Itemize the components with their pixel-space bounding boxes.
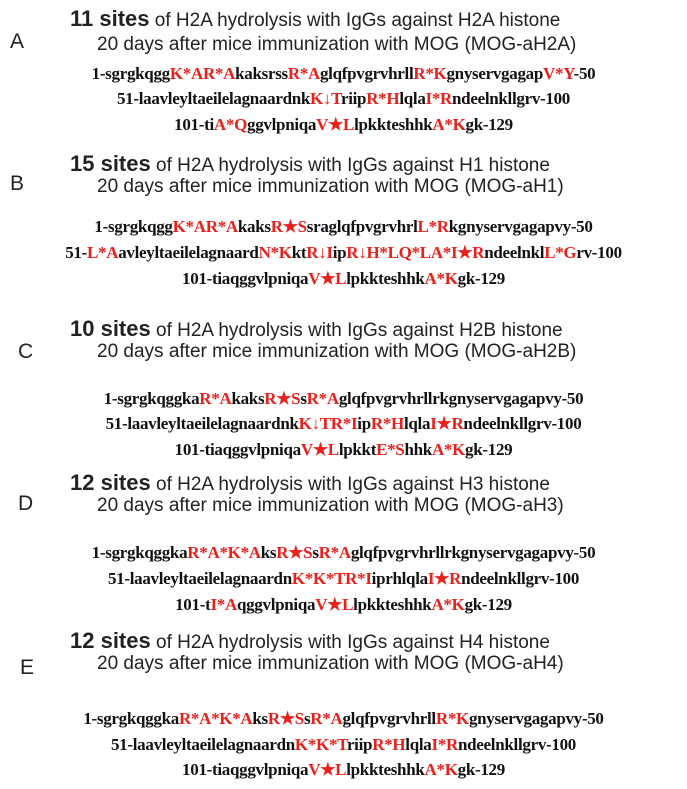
sequence-segment: ip <box>332 243 347 262</box>
cleavage-site: E*S <box>376 440 405 459</box>
sequence-segment: glqfpvgrvhrllrkgnyservgagapvy-50 <box>338 389 584 408</box>
cleavage-site: R↓I <box>306 243 333 262</box>
sequence-line <box>0 64 687 84</box>
sequence-segment: lpkkteshhk <box>346 269 425 288</box>
cleavage-site: A*K <box>424 760 458 779</box>
sequence-segment: 51-laavleyltaeilelagnaardnk <box>116 89 311 108</box>
sites-count: 15 sites <box>70 151 151 176</box>
sequence-segment: lpkkteshhk <box>346 760 425 779</box>
panel-title <box>70 151 550 177</box>
cleavage-site: V*Y <box>543 64 574 83</box>
sequence-segment: riip <box>346 735 373 754</box>
sequence-segment: gk-129 <box>457 269 505 288</box>
sequence-segment: 51- <box>65 243 87 262</box>
cleavage-site: R*A*K*A <box>187 543 261 562</box>
cleavage-site: R*H <box>366 89 400 108</box>
sequence-line <box>0 414 687 434</box>
title-text: of H2A hydrolysis with IgGs against H2B histone <box>150 320 563 341</box>
cleavage-site: I★R <box>427 569 462 588</box>
sequence-segment: lqla <box>399 89 426 108</box>
title-text: of H2A hydrolysis with IgGs against H1 histone <box>150 155 550 176</box>
cleavage-site: R*A <box>318 543 351 562</box>
sites-count: 12 sites <box>70 628 151 653</box>
sequence-segment: s <box>303 709 311 728</box>
sequence-segment: ip <box>357 414 371 433</box>
cleavage-site: A*Q <box>213 115 248 134</box>
title-text: of H2A hydrolysis with IgGs against H4 histone <box>150 632 550 653</box>
sequence-segment: kaks <box>237 217 271 236</box>
sequence-segment: 101-tiaqggvlpniqa <box>174 440 301 459</box>
cleavage-site: L*R <box>417 217 449 236</box>
cleavage-site: V★L <box>300 440 339 459</box>
sites-count: 12 sites <box>70 470 151 495</box>
cleavage-site: V★L <box>308 760 347 779</box>
sequence-line <box>0 440 687 460</box>
sequence-line <box>0 595 687 615</box>
cleavage-site: A*K <box>431 440 466 459</box>
sequence-line <box>0 760 687 780</box>
sequence-line <box>0 389 687 409</box>
panel-subtitle: 20 days after mice immunization with MOG (MOG-aH2A) <box>97 34 577 55</box>
panel-letter: E <box>20 656 35 679</box>
sites-count: 11 sites <box>70 6 150 31</box>
cleavage-site: R★S <box>270 217 307 236</box>
sequence-segment: 1-sgrgkqggka <box>91 543 188 562</box>
sequence-segment: gnyservgagapvy-50 <box>468 709 604 728</box>
cleavage-site: R*A <box>287 64 320 83</box>
sequence-segment: ggvlpniqa <box>247 115 317 134</box>
sequence-segment: iprhlqla <box>371 569 428 588</box>
sequence-segment: lpkkt <box>338 440 377 459</box>
sequence-segment: s <box>300 389 307 408</box>
panel-subtitle: 20 days after mice immunization with MOG (MOG-aH4) <box>97 653 564 674</box>
sequence-segment: 1-sgrgkqgg <box>94 217 173 236</box>
panel-letter: C <box>18 340 34 363</box>
cleavage-site: K↓T <box>310 89 341 108</box>
cleavage-site: R★S <box>267 709 304 728</box>
sequence-segment: glqfpvgrvhrll <box>342 709 436 728</box>
cleavage-site: R↓H*LQ*LA*I★R <box>346 243 485 262</box>
cleavage-site: L*G <box>544 243 577 262</box>
sequence-segment: avleyltaeilelagnaard <box>118 243 259 262</box>
sequence-segment: gk-129 <box>464 595 512 614</box>
sequence-segment: 51-laavleyltaeilelagnaardn <box>107 569 292 588</box>
sequence-segment: 1-sgrgkqggka <box>83 709 179 728</box>
sequence-segment: riip <box>340 89 367 108</box>
sequence-line <box>0 543 687 563</box>
sequence-line <box>0 217 687 237</box>
sequence-segment: gk-129 <box>465 440 513 459</box>
sequence-segment: 51-laavleyltaeilelagnaardnk <box>105 414 299 433</box>
cleavage-site: V★L <box>315 595 354 614</box>
panel-title <box>70 6 560 32</box>
sequence-segment: lqla <box>405 735 432 754</box>
cleavage-site: A*K <box>432 115 466 134</box>
sequence-segment: glqfpvgrvhrllrkgnyservgagapvy-50 <box>350 543 596 562</box>
sequence-segment: kt <box>291 243 307 262</box>
sequence-segment: 1-sgrgkqggka <box>103 389 200 408</box>
cleavage-site: A*K <box>424 269 458 288</box>
sequence-line <box>0 243 687 263</box>
title-text: of H2A hydrolysis with IgGs against H3 histone <box>150 474 550 495</box>
panel-subtitle: 20 days after mice immunization with MOG (MOG-aH1) <box>97 176 564 197</box>
sequence-segment: ndeelnkllgrv-100 <box>461 569 580 588</box>
cleavage-site: R*A <box>306 389 339 408</box>
sequence-segment: gnyservgagap <box>446 64 544 83</box>
cleavage-site: R*A <box>310 709 343 728</box>
sequence-segment: ndeelnkllgrv-100 <box>458 735 576 754</box>
sequence-segment: 51-laavleyltaeilelagnaardn <box>110 735 295 754</box>
sequence-segment: ndeelnkl <box>484 243 545 262</box>
sequence-segment: lpkkteshhk <box>354 115 433 134</box>
panel-subtitle: 20 days after mice immunization with MOG (MOG-aH2B) <box>97 341 577 362</box>
sequence-segment: gk-129 <box>457 760 505 779</box>
panel-letter: D <box>18 492 34 515</box>
panel-letter: B <box>10 172 25 195</box>
panel-title <box>70 316 563 342</box>
cleavage-site: I*A <box>210 595 237 614</box>
cleavage-site: I★R <box>430 414 464 433</box>
sequence-segment: gk-129 <box>465 115 513 134</box>
sequence-segment: 101-ti <box>174 115 214 134</box>
sequence-segment: kgnyservgagapvy-50 <box>448 217 593 236</box>
cleavage-site: V★L <box>316 115 355 134</box>
cleavage-site: K*K*TR*I <box>291 569 372 588</box>
cleavage-site: R★S <box>264 389 301 408</box>
cleavage-site: K*AR*A <box>169 64 236 83</box>
cleavage-site: A*K <box>431 595 465 614</box>
sequence-segment: lpkkteshhk <box>353 595 432 614</box>
sequence-segment: 101-tiaqggvlpniqa <box>182 760 309 779</box>
cleavage-site: R*H <box>372 735 406 754</box>
cleavage-site: V★L <box>308 269 347 288</box>
sequence-segment: 101-t <box>175 595 211 614</box>
sequence-segment: ks <box>252 709 268 728</box>
cleavage-site: R★S <box>276 543 313 562</box>
cleavage-site: K*K*T <box>294 735 347 754</box>
cleavage-site: R*K <box>435 709 469 728</box>
sequence-line <box>0 115 687 135</box>
cleavage-site: K*AR*A <box>172 217 238 236</box>
title-text: of H2A hydrolysis with IgGs against H2A histone <box>149 10 561 31</box>
sequence-segment: kaksrss <box>235 64 288 83</box>
sequence-segment: -50 <box>573 64 596 83</box>
sequence-segment: qggvlpniqa <box>236 595 316 614</box>
panel-title <box>70 470 550 496</box>
sequence-line <box>0 709 687 729</box>
cleavage-site: R*A <box>199 389 232 408</box>
sequence-line <box>0 269 687 289</box>
panel-letter: A <box>10 30 25 53</box>
sequence-segment: ndeelnkllgrv-100 <box>463 414 582 433</box>
panel-title <box>70 628 550 654</box>
cleavage-site: R*A*K*A <box>178 709 253 728</box>
sequence-segment: kaks <box>231 389 265 408</box>
sequence-segment: 1-sgrgkqgg <box>91 64 170 83</box>
sequence-segment: ks <box>260 543 277 562</box>
cleavage-site: I*R <box>431 735 458 754</box>
sequence-segment: glqfpvgrvhrll <box>319 64 414 83</box>
cleavage-site: N*K <box>258 243 292 262</box>
sequence-segment: sraglqfpvgrvhrl <box>306 217 418 236</box>
cleavage-site: R*H <box>370 414 404 433</box>
sequence-line <box>0 569 687 589</box>
sequence-segment: 101-tiaqggvlpniqa <box>182 269 309 288</box>
sequence-segment: ndeelnkllgrv-100 <box>452 89 571 108</box>
sequence-segment: hhk <box>404 440 432 459</box>
cleavage-site: R*K <box>413 64 447 83</box>
sites-count: 10 sites <box>70 316 151 341</box>
sequence-segment: s <box>312 543 319 562</box>
cleavage-site: K↓TR*I <box>298 414 358 433</box>
cleavage-site: L*A <box>86 243 119 262</box>
sequence-segment: rv-100 <box>576 243 622 262</box>
cleavage-site: I*R <box>425 89 453 108</box>
sequence-line <box>0 735 687 755</box>
sequence-segment: lqla <box>403 414 431 433</box>
panel-subtitle: 20 days after mice immunization with MOG (MOG-aH3) <box>97 495 564 516</box>
sequence-line <box>0 89 687 109</box>
